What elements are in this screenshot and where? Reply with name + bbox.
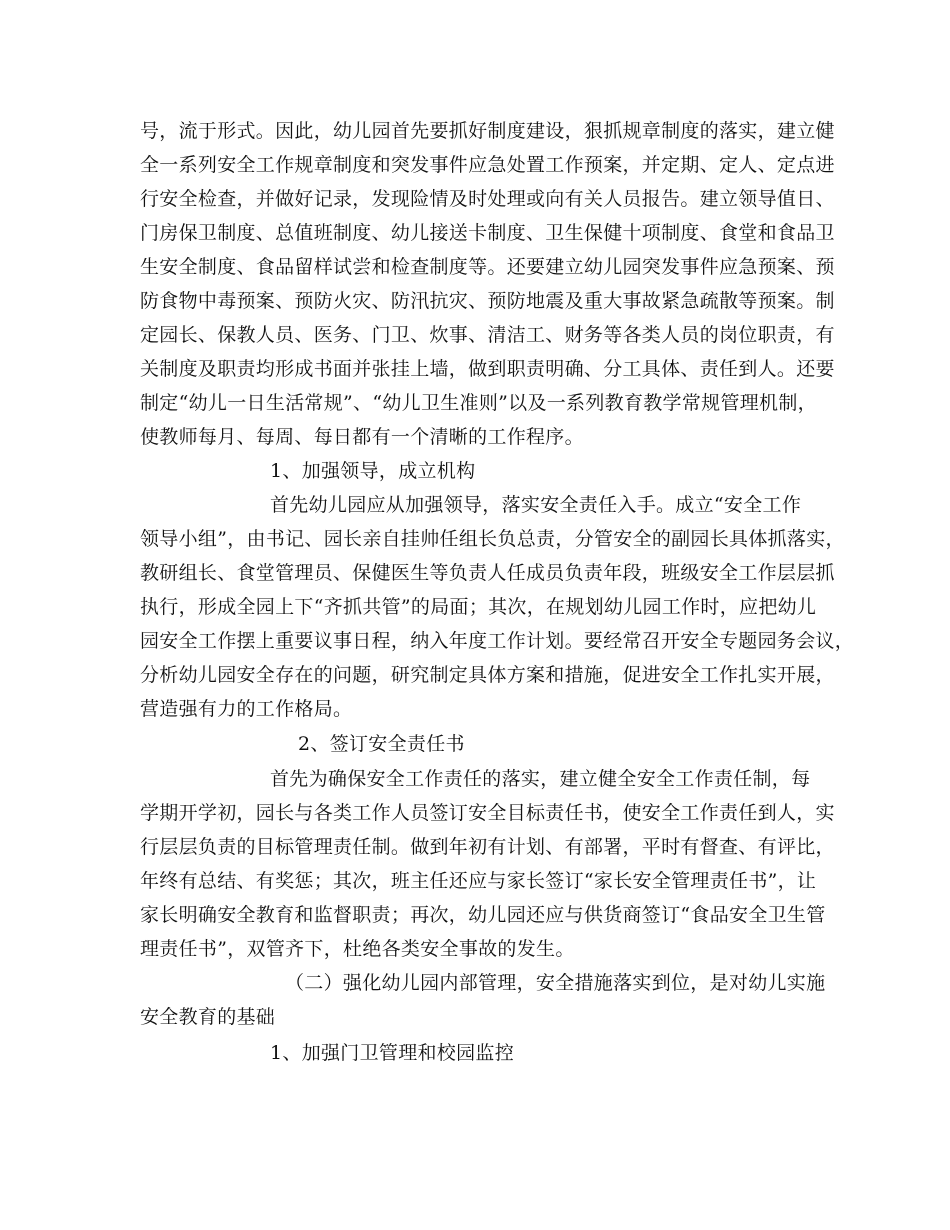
body-text-line: 首先为确保安全工作责任的落实，建立健全安全工作责任制，每 <box>270 768 811 790</box>
body-text-line: 营造强有力的工作格局。 <box>140 698 353 720</box>
body-text-line: 教研组长、食堂管理员、保健医生等负责人任成员负责年段，班级安全工作层层抓 <box>140 562 835 584</box>
body-text-line: 执行，形成全园上下“齐抓共管”的局面；其次，在规划幼儿园工作时，应把幼儿 <box>140 596 817 618</box>
section-heading: 1、加强领导，成立机构 <box>270 460 476 482</box>
body-text-line: 行层层负责的目标管理责任制。做到年初有计划、有部署，平时有督查、有评比， <box>140 836 835 858</box>
body-text-line: 学期开学初，园长与各类工作人员签订安全目标责任书，使安全工作责任到人，实 <box>140 802 835 824</box>
body-text-line: 定园长、保教人员、医务、门卫、炊事、清洁工、财务等各类人员的岗位职责，有 <box>140 324 835 346</box>
body-text-line: 生安全制度、食品留样试尝和检查制度等。还要建立幼儿园突发事件应急预案、预 <box>140 256 835 278</box>
body-text-line: 全一系列安全工作规章制度和突发事件应急处置工作预案，并定期、定人、定点进 <box>140 154 835 176</box>
body-text-line: 园安全工作摆上重要议事日程，纳入年度工作计划。要经常召开安全专题园务会议， <box>140 630 855 652</box>
body-text-line: 首先幼儿园应从加强领导，落实安全责任入手。成立“安全工作 <box>270 494 802 516</box>
body-text-line: 家长明确安全教育和监督职责；再次，幼儿园还应与供货商签订“食品安全卫生管 <box>140 904 826 926</box>
section-heading: （二）强化幼儿园内部管理，安全措施落实到位，是对幼儿实施 <box>285 972 826 994</box>
body-text-line: 年终有总结、有奖惩；其次，班主任还应与家长签订“家长安全管理责任书”，让 <box>140 870 817 892</box>
body-text-line: 号，流于形式。因此，幼儿园首先要抓好制度建设，狠抓规章制度的落实，建立健 <box>140 120 835 142</box>
body-text-line: 使教师每月、每周、每日都有一个清晰的工作程序。 <box>140 426 584 448</box>
section-heading: 1、加强门卫管理和校园监控 <box>270 1042 514 1064</box>
body-text-line: 领导小组”，由书记、园长亲自挂帅任组长负总责，分管安全的副园长具体抓落实， <box>140 528 845 550</box>
body-text-line: 门房保卫制度、总值班制度、幼儿接送卡制度、卫生保健十项制度、食堂和食品卫 <box>140 222 835 244</box>
section-heading: 2、签订安全责任书 <box>298 733 465 755</box>
body-text-line: 防食物中毒预案、预防火灾、防汛抗灾、预防地震及重大事故紧急疏散等预案。制 <box>140 290 835 312</box>
body-text-line: 分析幼儿园安全存在的问题，研究制定具体方案和措施，促进安全工作扎实开展， <box>140 664 835 686</box>
body-text-line: 理责任书”，双管齐下，杜绝各类安全事故的发生。 <box>140 938 575 960</box>
section-heading: 安全教育的基础 <box>140 1006 276 1028</box>
body-text-line: 行安全检查，并做好记录，发现险情及时处理或向有关人员报告。建立领导值日、 <box>140 188 835 210</box>
body-text-line: 制定“幼儿一日生活常规”、“幼儿卫生准则”以及一系列教育教学常规管理机制， <box>140 392 817 414</box>
body-text-line: 关制度及职责均形成书面并张挂上墙，做到职责明确、分工具体、责任到人。还要 <box>140 358 835 380</box>
